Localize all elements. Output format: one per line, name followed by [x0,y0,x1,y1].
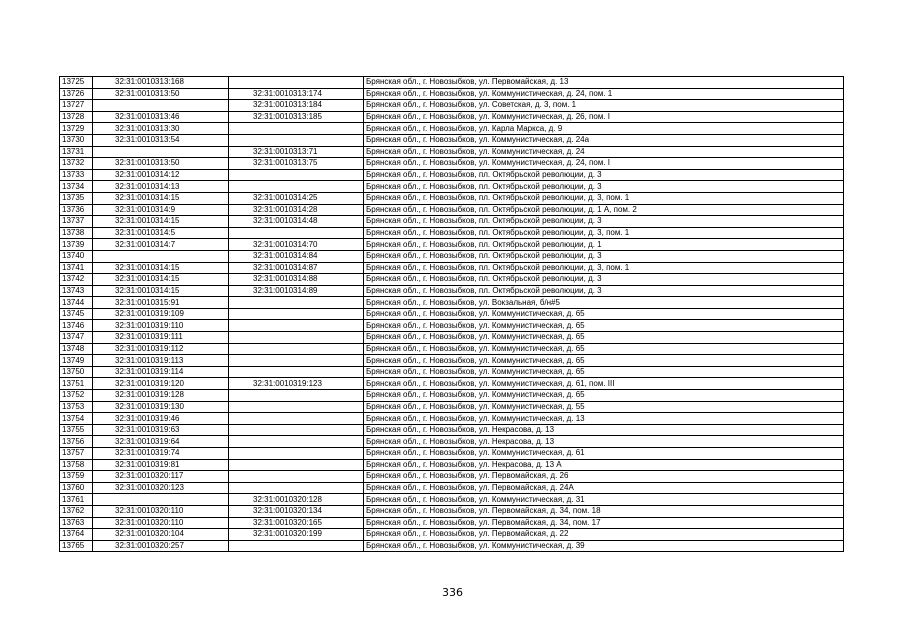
parcel-number-cell [93,146,229,158]
address-cell: Брянская обл., г. Новозыбков, пл. Октябрьской революции, д. 1 [364,239,844,251]
table-row [60,355,844,367]
object-number-cell [229,471,364,483]
object-number-cell [229,123,364,135]
table-row [60,216,844,228]
parcel-number-cell: 32:31:0010319:111 [93,332,229,344]
address-cell: Брянская обл., г. Новозыбков, ул. Коммунистическая, д. 13 [364,413,844,425]
address-cell: Брянская обл., г. Новозыбков, пл. Октябрьской революции, д. 3, пом. 1 [364,192,844,204]
address-cell: Брянская обл., г. Новозыбков, ул. Коммунистическая, д. 24, пом. 1 [364,88,844,100]
row-number-cell: 13760 [60,482,93,494]
object-number-cell [229,482,364,494]
parcel-number-cell: 32:31:0010320:117 [93,471,229,483]
table-row [60,262,844,274]
address-cell: Брянская обл., г. Новозыбков, ул. Первомайская, д. 24А [364,482,844,494]
address-cell: Брянская обл., г. Новозыбков, ул. Вокзальная, б/н#5 [364,297,844,309]
object-number-cell: 32:31:0010313:184 [229,100,364,112]
address-cell: Брянская обл., г. Новозыбков, ул. Коммунистическая, д. 31 [364,494,844,506]
row-number-cell: 13727 [60,100,93,112]
table-row [60,320,844,332]
object-number-cell: 32:31:0010313:185 [229,111,364,123]
object-number-cell [229,448,364,460]
table-row [60,239,844,251]
parcel-number-cell: 32:31:0010319:114 [93,366,229,378]
row-number-cell: 13733 [60,169,93,181]
table-row [60,123,844,135]
object-number-cell [229,459,364,471]
address-cell: Брянская обл., г. Новозыбков, ул. Коммунистическая, д. 39 [364,540,844,552]
address-cell: Брянская обл., г. Новозыбков, ул. Коммунистическая, д. 55 [364,401,844,413]
address-cell: Брянская обл., г. Новозыбков, пл. Октябрьской революции, д. 3, пом. 1 [364,227,844,239]
address-cell: Брянская обл., г. Новозыбков, ул. Первомайская, д. 34, пом. 17 [364,517,844,529]
parcel-number-cell: 32:31:0010320:123 [93,482,229,494]
address-cell: Брянская обл., г. Новозыбков, ул. Коммунистическая, д. 26, пом. I [364,111,844,123]
page-number: 336 [442,586,463,599]
table-row [60,366,844,378]
table-row [60,517,844,529]
parcel-number-cell: 32:31:0010319:109 [93,308,229,320]
row-number-cell: 13765 [60,540,93,552]
parcel-number-cell: 32:31:0010319:128 [93,390,229,402]
address-cell: Брянская обл., г. Новозыбков, ул. Советская, д. 3, пом. 1 [364,100,844,112]
address-cell: Брянская обл., г. Новозыбков, ул. Коммунистическая, д. 65 [364,332,844,344]
address-cell: Брянская обл., г. Новозыбков, пл. Октябрьской революции, д. 3 [364,181,844,193]
parcel-number-cell: 32:31:0010314:13 [93,181,229,193]
table-row [60,343,844,355]
row-number-cell: 13751 [60,378,93,390]
table-row [60,505,844,517]
row-number-cell: 13743 [60,285,93,297]
parcel-number-cell: 32:31:0010320:104 [93,529,229,541]
parcel-number-cell: 32:31:0010319:110 [93,320,229,332]
row-number-cell: 13749 [60,355,93,367]
row-number-cell: 13758 [60,459,93,471]
table-row [60,146,844,158]
object-number-cell: 32:31:0010314:28 [229,204,364,216]
row-number-cell: 13759 [60,471,93,483]
table-row [60,285,844,297]
table-row [60,227,844,239]
object-number-cell: 32:31:0010320:134 [229,505,364,517]
parcel-number-cell: 32:31:0010319:112 [93,343,229,355]
row-number-cell: 13757 [60,448,93,460]
table-row [60,459,844,471]
parcel-number-cell [93,250,229,262]
row-number-cell: 13725 [60,77,93,89]
parcel-number-cell: 32:31:0010314:15 [93,192,229,204]
address-cell: Брянская обл., г. Новозыбков, ул. Карла Маркса, д. 9 [364,123,844,135]
address-cell: Брянская обл., г. Новозыбков, ул. Коммунистическая, д. 65 [364,366,844,378]
object-number-cell [229,308,364,320]
row-number-cell: 13764 [60,529,93,541]
row-number-cell: 13745 [60,308,93,320]
address-cell: Брянская обл., г. Новозыбков, ул. Первомайская, д. 22 [364,529,844,541]
parcel-number-cell: 32:31:0010319:81 [93,459,229,471]
object-number-cell [229,343,364,355]
table-row [60,181,844,193]
address-cell: Брянская обл., г. Новозыбков, пл. Октябрьской революции, д. 3 [364,285,844,297]
row-number-cell: 13740 [60,250,93,262]
table-row [60,448,844,460]
object-number-cell: 32:31:0010314:87 [229,262,364,274]
table-row [60,494,844,506]
address-cell: Брянская обл., г. Новозыбков, ул. Коммунистическая, д. 65 [364,308,844,320]
table-row [60,308,844,320]
address-cell: Брянская обл., г. Новозыбков, ул. Коммунистическая, д. 61 [364,448,844,460]
table-row [60,111,844,123]
row-number-cell: 13753 [60,401,93,413]
address-cell: Брянская обл., г. Новозыбков, пл. Октябрьской революции, д. 3 [364,216,844,228]
object-number-cell [229,227,364,239]
row-number-cell: 13737 [60,216,93,228]
row-number-cell: 13763 [60,517,93,529]
row-number-cell: 13742 [60,274,93,286]
address-cell: Брянская обл., г. Новозыбков, ул. Первомайская, д. 26 [364,471,844,483]
object-number-cell [229,424,364,436]
table-row [60,540,844,552]
object-number-cell: 32:31:0010319:123 [229,378,364,390]
address-cell: Брянская обл., г. Новозыбков, ул. Коммунистическая, д. 65 [364,355,844,367]
row-number-cell: 13748 [60,343,93,355]
row-number-cell: 13754 [60,413,93,425]
object-number-cell: 32:31:0010314:84 [229,250,364,262]
table-row [60,332,844,344]
object-number-cell: 32:31:0010320:199 [229,529,364,541]
table-row [60,274,844,286]
row-number-cell: 13731 [60,146,93,158]
parcel-number-cell: 32:31:0010319:113 [93,355,229,367]
object-number-cell [229,332,364,344]
registry-table-body [60,77,844,552]
object-number-cell [229,436,364,448]
object-number-cell [229,413,364,425]
row-number-cell: 13755 [60,424,93,436]
table-row [60,482,844,494]
address-cell: Брянская обл., г. Новозыбков, пл. Октябрьской революции, д. 3 [364,169,844,181]
table-row [60,401,844,413]
row-number-cell: 13756 [60,436,93,448]
table-row [60,158,844,170]
table-row [60,134,844,146]
object-number-cell: 32:31:0010313:174 [229,88,364,100]
object-number-cell: 32:31:0010314:88 [229,274,364,286]
row-number-cell: 13752 [60,390,93,402]
object-number-cell [229,77,364,89]
parcel-number-cell: 32:31:0010314:15 [93,274,229,286]
address-cell: Брянская обл., г. Новозыбков, ул. Коммунистическая, д. 24, пом. I [364,158,844,170]
row-number-cell: 13732 [60,158,93,170]
row-number-cell: 13730 [60,134,93,146]
address-cell: Брянская обл., г. Новозыбков, ул. Некрасова, д. 13 [364,436,844,448]
parcel-number-cell: 32:31:0010315:91 [93,297,229,309]
address-cell: Брянская обл., г. Новозыбков, ул. Коммунистическая, д. 65 [364,320,844,332]
table-row [60,390,844,402]
row-number-cell: 13744 [60,297,93,309]
row-number-cell: 13747 [60,332,93,344]
parcel-number-cell: 32:31:0010313:50 [93,158,229,170]
parcel-number-cell: 32:31:0010314:7 [93,239,229,251]
object-number-cell [229,540,364,552]
address-cell: Брянская обл., г. Новозыбков, ул. Некрасова, д. 13 А [364,459,844,471]
row-number-cell: 13726 [60,88,93,100]
parcel-number-cell: 32:31:0010319:63 [93,424,229,436]
parcel-number-cell: 32:31:0010314:12 [93,169,229,181]
object-number-cell [229,169,364,181]
address-cell: Брянская обл., г. Новозыбков, пл. Октябрьской революции, д. 3 [364,274,844,286]
parcel-number-cell: 32:31:0010319:74 [93,448,229,460]
registry-table [59,76,844,552]
table-row [60,413,844,425]
row-number-cell: 13761 [60,494,93,506]
parcel-number-cell: 32:31:0010313:30 [93,123,229,135]
row-number-cell: 13750 [60,366,93,378]
row-number-cell: 13739 [60,239,93,251]
object-number-cell: 32:31:0010314:70 [229,239,364,251]
row-number-cell: 13734 [60,181,93,193]
parcel-number-cell: 32:31:0010320:257 [93,540,229,552]
parcel-number-cell [93,100,229,112]
table-row [60,88,844,100]
address-cell: Брянская обл., г. Новозыбков, ул. Некрасова, д. 13 [364,424,844,436]
object-number-cell: 32:31:0010314:48 [229,216,364,228]
address-cell: Брянская обл., г. Новозыбков, ул. Коммунистическая, д. 24а [364,134,844,146]
parcel-number-cell: 32:31:0010314:9 [93,204,229,216]
table-row [60,378,844,390]
table-row [60,424,844,436]
address-cell: Брянская обл., г. Новозыбков, ул. Коммунистическая, д. 65 [364,343,844,355]
parcel-number-cell: 32:31:0010320:110 [93,517,229,529]
object-number-cell [229,181,364,193]
address-cell: Брянская обл., г. Новозыбков, пл. Октябрьской революции, д. 3, пом. 1 [364,262,844,274]
parcel-number-cell: 32:31:0010313:54 [93,134,229,146]
row-number-cell: 13741 [60,262,93,274]
object-number-cell: 32:31:0010320:165 [229,517,364,529]
registry-table-container [59,76,844,552]
object-number-cell [229,355,364,367]
parcel-number-cell: 32:31:0010314:15 [93,285,229,297]
object-number-cell: 32:31:0010314:25 [229,192,364,204]
parcel-number-cell: 32:31:0010319:120 [93,378,229,390]
parcel-number-cell: 32:31:0010319:64 [93,436,229,448]
table-row [60,169,844,181]
object-number-cell [229,401,364,413]
parcel-number-cell: 32:31:0010313:168 [93,77,229,89]
object-number-cell: 32:31:0010314:89 [229,285,364,297]
table-row [60,471,844,483]
object-number-cell [229,366,364,378]
parcel-number-cell: 32:31:0010314:15 [93,216,229,228]
object-number-cell: 32:31:0010313:75 [229,158,364,170]
row-number-cell: 13736 [60,204,93,216]
address-cell: Брянская обл., г. Новозыбков, ул. Коммунистическая, д. 61, пом. III [364,378,844,390]
row-number-cell: 13728 [60,111,93,123]
address-cell: Брянская обл., г. Новозыбков, ул. Первомайская, д. 34, пом. 18 [364,505,844,517]
object-number-cell [229,390,364,402]
row-number-cell: 13738 [60,227,93,239]
table-row [60,529,844,541]
table-row [60,436,844,448]
object-number-cell: 32:31:0010313:71 [229,146,364,158]
parcel-number-cell [93,494,229,506]
table-row [60,204,844,216]
parcel-number-cell: 32:31:0010319:130 [93,401,229,413]
object-number-cell [229,134,364,146]
address-cell: Брянская обл., г. Новозыбков, ул. Первомайская, д. 13 [364,77,844,89]
object-number-cell [229,297,364,309]
address-cell: Брянская обл., г. Новозыбков, ул. Коммунистическая, д. 65 [364,390,844,402]
table-row [60,297,844,309]
parcel-number-cell: 32:31:0010314:15 [93,262,229,274]
parcel-number-cell: 32:31:0010320:110 [93,505,229,517]
table-row [60,77,844,89]
table-row [60,192,844,204]
address-cell: Брянская обл., г. Новозыбков, ул. Коммунистическая, д. 24 [364,146,844,158]
address-cell: Брянская обл., г. Новозыбков, пл. Октябрьской революции, д. 3 [364,250,844,262]
row-number-cell: 13729 [60,123,93,135]
parcel-number-cell: 32:31:0010314:5 [93,227,229,239]
row-number-cell: 13762 [60,505,93,517]
address-cell: Брянская обл., г. Новозыбков, пл. Октябрьской революции, д. 1 А, пом. 2 [364,204,844,216]
row-number-cell: 13746 [60,320,93,332]
object-number-cell: 32:31:0010320:128 [229,494,364,506]
parcel-number-cell: 32:31:0010313:50 [93,88,229,100]
table-row [60,250,844,262]
parcel-number-cell: 32:31:0010319:46 [93,413,229,425]
row-number-cell: 13735 [60,192,93,204]
table-row [60,100,844,112]
parcel-number-cell: 32:31:0010313:46 [93,111,229,123]
object-number-cell [229,320,364,332]
